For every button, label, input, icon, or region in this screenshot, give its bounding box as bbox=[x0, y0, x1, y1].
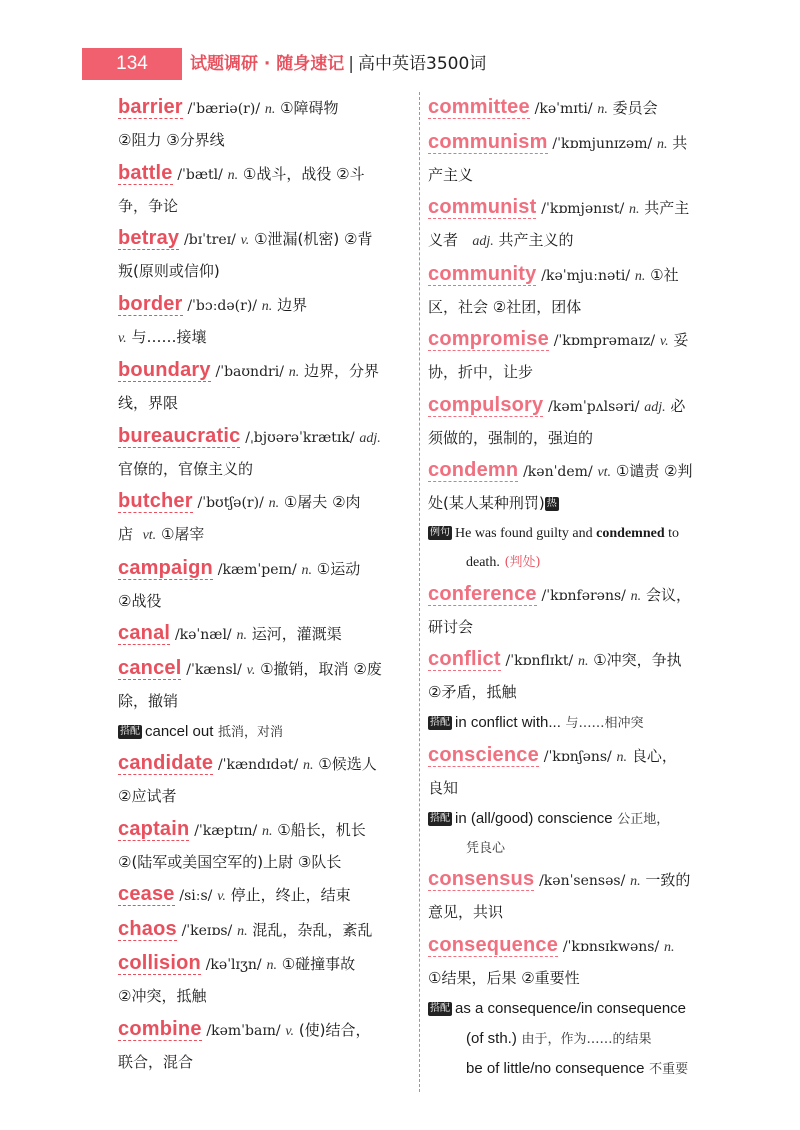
definition-cont: 线，界限 bbox=[118, 394, 179, 412]
definition: ①撤销，取消 ②废 bbox=[260, 659, 382, 678]
column-divider bbox=[419, 92, 420, 1092]
entry-condemn bbox=[428, 455, 720, 577]
definition-cont: 意见，共识 bbox=[428, 903, 504, 921]
example-sentence bbox=[428, 519, 720, 548]
phonetic: /ˈkɒnʃəns/ bbox=[543, 748, 612, 765]
example-en-pre: He was found guilty and bbox=[455, 526, 597, 541]
entry-butcher bbox=[118, 486, 410, 551]
definition-cont: 区，社会 ②社团，团体 bbox=[428, 297, 582, 316]
entry-conference bbox=[428, 579, 720, 643]
part-of-speech: n. bbox=[227, 167, 239, 183]
entry-combine bbox=[118, 1014, 410, 1078]
phonetic: /bɪˈtreɪ/ bbox=[184, 232, 236, 248]
part-of-speech: n. bbox=[262, 823, 273, 839]
definition: 边界，分界 bbox=[303, 362, 379, 380]
phonetic: /ˈkæptɪn/ bbox=[194, 822, 258, 839]
definition: 边界 bbox=[277, 295, 308, 314]
collocation-tag: 搭配 bbox=[430, 1002, 450, 1014]
entry-cease bbox=[118, 879, 410, 912]
example-en-bold: condemned bbox=[596, 526, 665, 541]
headword: betray bbox=[118, 227, 180, 249]
definition-3: 共产主义的 bbox=[498, 231, 574, 249]
definition: 混乱，杂乱，紊乱 bbox=[252, 920, 373, 939]
definition-cont bbox=[118, 519, 410, 551]
definition: 会议， bbox=[645, 585, 691, 604]
phonetic: /ˈkɒmjunɪzəm/ bbox=[552, 135, 653, 152]
headword: candidate bbox=[118, 752, 214, 774]
phonetic: /kəmˈbaɪn/ bbox=[206, 1022, 281, 1039]
phonetic: /ˈbæriə(r)/ bbox=[187, 101, 261, 117]
part-of-speech: n. bbox=[656, 136, 668, 152]
part-of-speech: adj. bbox=[644, 399, 666, 415]
definition: ①社 bbox=[650, 265, 679, 284]
part-of-speech-2: vt. bbox=[142, 528, 157, 543]
entry-cancel bbox=[118, 653, 410, 747]
entry-committee bbox=[428, 92, 720, 125]
headword: conference bbox=[428, 582, 537, 605]
collocation-en: in (all/good) conscience bbox=[455, 809, 613, 827]
definition-3: ①屠宰 bbox=[160, 525, 205, 543]
phonetic: /ˈbʊtʃə(r)/ bbox=[197, 495, 264, 511]
definition: ①碰撞事故 bbox=[281, 955, 356, 973]
collocation-en: in conflict with... bbox=[455, 714, 561, 731]
collocation-en: as a consequence/in consequence bbox=[455, 999, 687, 1017]
entry-consensus bbox=[428, 864, 720, 928]
headword: boundary bbox=[118, 359, 211, 381]
definition-cont bbox=[428, 225, 720, 257]
part-of-speech: vt. bbox=[597, 465, 612, 480]
collocation-2 bbox=[428, 1054, 720, 1084]
example-tag: 例句 bbox=[430, 527, 450, 538]
entry-consequence bbox=[428, 930, 720, 1084]
definition-cont: 官僚的，官僚主义的 bbox=[118, 459, 254, 478]
collocation bbox=[428, 804, 720, 834]
headword: consensus bbox=[428, 868, 535, 890]
series-title: 试题调研 · 随身速记 bbox=[190, 54, 345, 74]
headword: communist bbox=[428, 196, 537, 218]
definition: ①泄漏(机密) ②背 bbox=[254, 230, 373, 248]
headword: compromise bbox=[428, 328, 549, 350]
definition: 妥 bbox=[673, 331, 689, 349]
definition: ①候选人 bbox=[318, 755, 377, 773]
part-of-speech: n. bbox=[268, 496, 280, 511]
phonetic: /ˈkɒnfərəns/ bbox=[541, 587, 626, 604]
part-of-speech: n. bbox=[616, 749, 628, 765]
part-of-speech: v. bbox=[285, 1023, 295, 1039]
entry-conscience bbox=[428, 740, 720, 863]
phonetic: /kəˈmjuːnəti/ bbox=[541, 267, 631, 284]
entry-captain bbox=[118, 814, 410, 878]
definition: ①运动 bbox=[316, 559, 361, 578]
collocation-tag: 搭配 bbox=[120, 725, 140, 737]
part-of-speech: n. bbox=[237, 923, 248, 939]
phonetic: /siːs/ bbox=[179, 888, 213, 904]
definition: 良心， bbox=[631, 746, 677, 765]
definition: 停止，终止，结束 bbox=[230, 886, 351, 904]
definition: ①战斗，战役 ②斗 bbox=[242, 164, 365, 183]
definition: ①船长，机长 bbox=[277, 820, 366, 839]
part-of-speech: n. bbox=[288, 365, 300, 380]
definition: 共产主 bbox=[644, 199, 690, 217]
entry-collision bbox=[118, 948, 410, 1012]
headword: consequence bbox=[428, 933, 559, 956]
part-of-speech: n. bbox=[597, 102, 608, 117]
definition-cont: ②冲突，抵触 bbox=[118, 987, 207, 1005]
collocation-cn: 抵消，对消 bbox=[218, 724, 284, 740]
part-of-speech: v. bbox=[659, 334, 669, 349]
entry-community bbox=[428, 259, 720, 323]
definition-cont: 除，撤销 bbox=[118, 691, 179, 710]
definition-cont: ②战役 bbox=[118, 591, 162, 610]
phonetic: /kəˈmɪti/ bbox=[534, 101, 593, 117]
phonetic: /ˈkɒmjənɪst/ bbox=[541, 201, 625, 217]
title-separator: | bbox=[348, 54, 355, 74]
collocation-en-3: be of little/no consequence bbox=[466, 1059, 645, 1077]
example-cn: (判处) bbox=[504, 555, 541, 570]
part-of-speech: n. bbox=[634, 268, 646, 284]
part-of-speech: n. bbox=[264, 102, 276, 117]
phonetic: /ˈbɔːdə(r)/ bbox=[187, 297, 257, 314]
collocation-en: cancel out bbox=[145, 722, 214, 740]
definition-cont: ②矛盾，抵触 bbox=[428, 683, 517, 701]
definition-cont: 协，折中，让步 bbox=[428, 363, 534, 381]
headword: committee bbox=[428, 96, 530, 118]
entry-canal bbox=[118, 618, 410, 651]
book-title: 高中英语3500词 bbox=[358, 54, 487, 74]
collocation-tag: 搭配 bbox=[430, 717, 450, 728]
collocation-tag: 搭配 bbox=[430, 812, 450, 824]
part-of-speech: n. bbox=[303, 758, 314, 773]
part-of-speech: n. bbox=[630, 874, 641, 889]
definition-2: 店 bbox=[118, 525, 134, 543]
phonetic: /kəˈnæl/ bbox=[174, 627, 232, 643]
definition-cont: 须做的，强制的，强迫的 bbox=[428, 428, 594, 447]
definition-cont bbox=[428, 488, 720, 519]
part-of-speech: n. bbox=[301, 562, 312, 578]
part-of-speech: n. bbox=[236, 628, 247, 643]
definition: 共 bbox=[672, 133, 688, 152]
definition: ①冲突，争执 bbox=[593, 651, 682, 669]
entry-betray bbox=[118, 223, 410, 287]
definition: ①谴责 ②判 bbox=[615, 462, 693, 480]
definition-cont: ②阻力 ③分界线 bbox=[118, 131, 225, 149]
phonetic: /kæmˈpeɪn/ bbox=[217, 561, 297, 578]
definition-2: 与……接壤 bbox=[131, 327, 207, 346]
collocation-cn-2: 凭良心 bbox=[466, 840, 506, 856]
headword: collision bbox=[118, 952, 201, 974]
collocation-cn: 与……相冲突 bbox=[565, 716, 644, 731]
part-of-speech: n. bbox=[577, 654, 589, 669]
definition-cont: 研讨会 bbox=[428, 617, 474, 636]
headword: cancel bbox=[118, 656, 182, 679]
part-of-speech-2: adj. bbox=[472, 234, 494, 249]
entry-border bbox=[118, 289, 410, 354]
collocation-cn: 由于，作为……的结果 bbox=[521, 1031, 652, 1047]
definition-cont: ②(陆军或美国空军的)上尉 ③队长 bbox=[118, 852, 342, 871]
entry-compromise bbox=[428, 324, 720, 388]
headword: canal bbox=[118, 622, 171, 644]
phonetic: /ˈkeɪɒs/ bbox=[181, 922, 233, 939]
entry-communism bbox=[428, 127, 720, 191]
page-header bbox=[82, 48, 722, 80]
entry-boundary bbox=[118, 355, 410, 419]
headword: community bbox=[428, 262, 537, 285]
phonetic: /kənˈdem/ bbox=[523, 464, 593, 480]
collocation bbox=[118, 717, 410, 747]
part-of-speech: n. bbox=[261, 298, 273, 314]
part-of-speech-2: v. bbox=[118, 330, 127, 346]
definition-cont: 良知 bbox=[428, 778, 459, 797]
headword: bureaucratic bbox=[118, 424, 241, 447]
entry-compulsory bbox=[428, 390, 720, 454]
collocation-cn-3: 不重要 bbox=[649, 1061, 689, 1077]
definition: ①障碍物 bbox=[280, 99, 339, 117]
headword: combine bbox=[118, 1017, 202, 1040]
entry-communist bbox=[428, 192, 720, 257]
headword: barrier bbox=[118, 96, 183, 118]
collocation-cn: 公正地， bbox=[617, 811, 670, 827]
definition-cont bbox=[118, 322, 410, 354]
right-column bbox=[428, 92, 720, 1085]
headword: cease bbox=[118, 883, 175, 905]
definition: 必 bbox=[670, 396, 686, 415]
entry-candidate bbox=[118, 748, 410, 812]
headword: conscience bbox=[428, 743, 539, 766]
phonetic: /kənˈsensəs/ bbox=[539, 873, 626, 889]
entry-bureaucratic bbox=[118, 421, 410, 485]
collocation bbox=[428, 708, 720, 738]
headword: butcher bbox=[118, 490, 193, 512]
phonetic: /kəmˈpʌlsəri/ bbox=[548, 398, 640, 415]
part-of-speech: v. bbox=[217, 889, 226, 904]
headword: captain bbox=[118, 817, 190, 840]
example-en-line2: death. bbox=[466, 555, 500, 570]
definition-cont: ①结果，后果 ②重要性 bbox=[428, 968, 580, 987]
headword: conflict bbox=[428, 648, 501, 670]
phonetic: /ˈbætl/ bbox=[177, 166, 223, 183]
definition: 运河，灌溉渠 bbox=[251, 625, 342, 643]
entry-conflict bbox=[428, 644, 720, 738]
headword: communism bbox=[428, 130, 548, 153]
definition-cont: 联合，混合 bbox=[118, 1052, 194, 1071]
entry-barrier bbox=[118, 92, 410, 156]
part-of-speech: v. bbox=[246, 662, 256, 678]
hot-tag: 热 bbox=[546, 498, 557, 509]
headword: campaign bbox=[118, 556, 213, 579]
definition-2: 义者 bbox=[428, 231, 459, 249]
definition-cont: ②应试者 bbox=[118, 787, 177, 805]
definition-cont: 争，争论 bbox=[118, 196, 179, 215]
headword: compulsory bbox=[428, 393, 544, 416]
definition-cont: 叛(原则或信仰) bbox=[118, 262, 220, 280]
definition: (使)结合， bbox=[298, 1020, 371, 1039]
headword: border bbox=[118, 292, 183, 315]
collocation-cont bbox=[428, 1024, 720, 1054]
definition: ①屠夫 ②肉 bbox=[283, 493, 361, 511]
definition: 委员会 bbox=[612, 99, 658, 117]
phonetic: /ˈkændɪdət/ bbox=[217, 757, 299, 773]
part-of-speech: n. bbox=[266, 958, 277, 973]
example-en-post: to bbox=[664, 526, 679, 541]
collocation-en-2: (of sth.) bbox=[466, 1029, 517, 1047]
definition-2: 处(某人某种刑罚) bbox=[428, 494, 545, 512]
part-of-speech: n. bbox=[628, 202, 640, 217]
phonetic: /ˈbaʊndri/ bbox=[215, 364, 284, 380]
definition: 一致的 bbox=[645, 871, 691, 889]
collocation-cont bbox=[428, 834, 720, 863]
entry-battle bbox=[118, 158, 410, 222]
phonetic: /ˈkɒmprəmaɪz/ bbox=[553, 333, 656, 349]
left-column bbox=[118, 92, 410, 1079]
part-of-speech: n. bbox=[663, 939, 675, 955]
example-sentence-cont bbox=[428, 548, 720, 577]
page-number: 134 bbox=[82, 48, 182, 80]
headword: chaos bbox=[118, 917, 177, 940]
headword: battle bbox=[118, 161, 173, 184]
definition-cont: 产主义 bbox=[428, 165, 474, 184]
phonetic: /ˈkɒnflɪkt/ bbox=[505, 653, 574, 669]
phonetic: /ˌbjʊərəˈkrætɪk/ bbox=[245, 429, 355, 446]
part-of-speech: adj. bbox=[359, 430, 381, 446]
part-of-speech: v. bbox=[240, 233, 250, 248]
phonetic: /ˈkɒnsɪkwəns/ bbox=[562, 938, 660, 955]
collocation bbox=[428, 994, 720, 1024]
part-of-speech: n. bbox=[630, 588, 642, 604]
entry-chaos bbox=[118, 914, 410, 947]
phonetic: /ˈkænsl/ bbox=[186, 661, 242, 678]
entry-campaign bbox=[118, 553, 410, 617]
headword: condemn bbox=[428, 459, 519, 481]
series-title-bar bbox=[190, 48, 486, 80]
phonetic: /kəˈlɪʒn/ bbox=[205, 957, 262, 973]
